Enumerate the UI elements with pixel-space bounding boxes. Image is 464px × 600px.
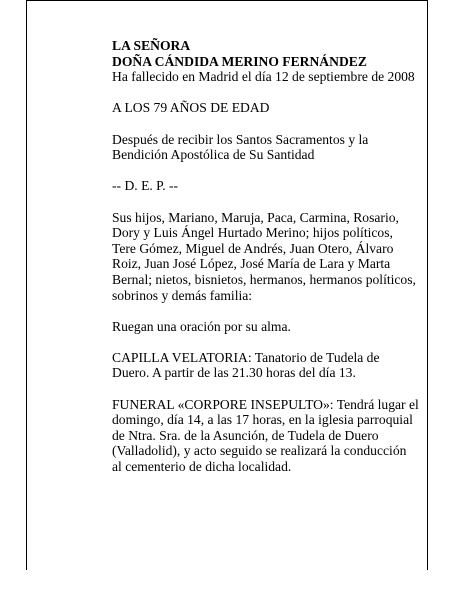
sacraments-line-1: Después de recibir los Santos Sacramentos y la [112, 131, 369, 147]
family-line-1: Sus hijos, Mariano, Maruja, Paca, Carmina, Rosario, [112, 209, 399, 225]
chapel-line-1: CAPILLA VELATORIA: Tanatorio de Tudela de [112, 349, 380, 365]
deceased-name: DOÑA CÁNDIDA MERINO FERNÁNDEZ [112, 53, 367, 69]
obituary-notice [112, 38, 430, 490]
chapel-line-2: Duero. A partir de las 21.30 horas del día 13. [112, 365, 356, 381]
funeral-line-4: (Valladolid), y acto seguido se realizará la conducción [112, 443, 407, 459]
funeral-paragraph [112, 397, 430, 475]
family-line-4: Roiz, Juan José López, José María de Lara y Marta [112, 256, 391, 272]
title-line-1: LA SEÑORA [112, 38, 191, 53]
family-line-3: Tere Gómez, Miguel de Andrés, Juan Otero, Álvaro [112, 240, 394, 256]
chapel-paragraph [112, 350, 430, 381]
family-paragraph [112, 210, 430, 304]
sacraments-paragraph [112, 132, 430, 163]
family-line-2: Dory y Luis Ángel Hurtado Merino; hijos políticos, [112, 225, 393, 241]
funeral-line-3: de Ntra. Sra. de la Asunción, de Tudela de Duero [112, 427, 379, 443]
family-line-5: Bernal; nietos, bisnietos, hermanos, hermanos políticos, [112, 271, 416, 287]
sacraments-line-2: Bendición Apostólica de Su Santidad [112, 147, 315, 163]
age-line: A LOS 79 AÑOS DE EDAD [112, 100, 270, 116]
prayer-line: Ruegan una oración por su alma. [112, 318, 291, 334]
family-line-6: sobrinos y demás familia: [112, 287, 253, 303]
notice-header [112, 38, 430, 85]
rip-line: -- D. E. P. -- [112, 178, 179, 194]
funeral-line-1: FUNERAL «CORPORE INSEPULTO»: Tendrá lugar el [112, 396, 419, 412]
funeral-line-2: domingo, día 14, a las 17 horas, en la iglesia parroquial [112, 412, 413, 428]
death-announcement: Ha fallecido en Madrid el día 12 de septiembre de 2008 [112, 69, 415, 85]
funeral-line-5: al cementerio de dicha localidad. [112, 459, 292, 475]
